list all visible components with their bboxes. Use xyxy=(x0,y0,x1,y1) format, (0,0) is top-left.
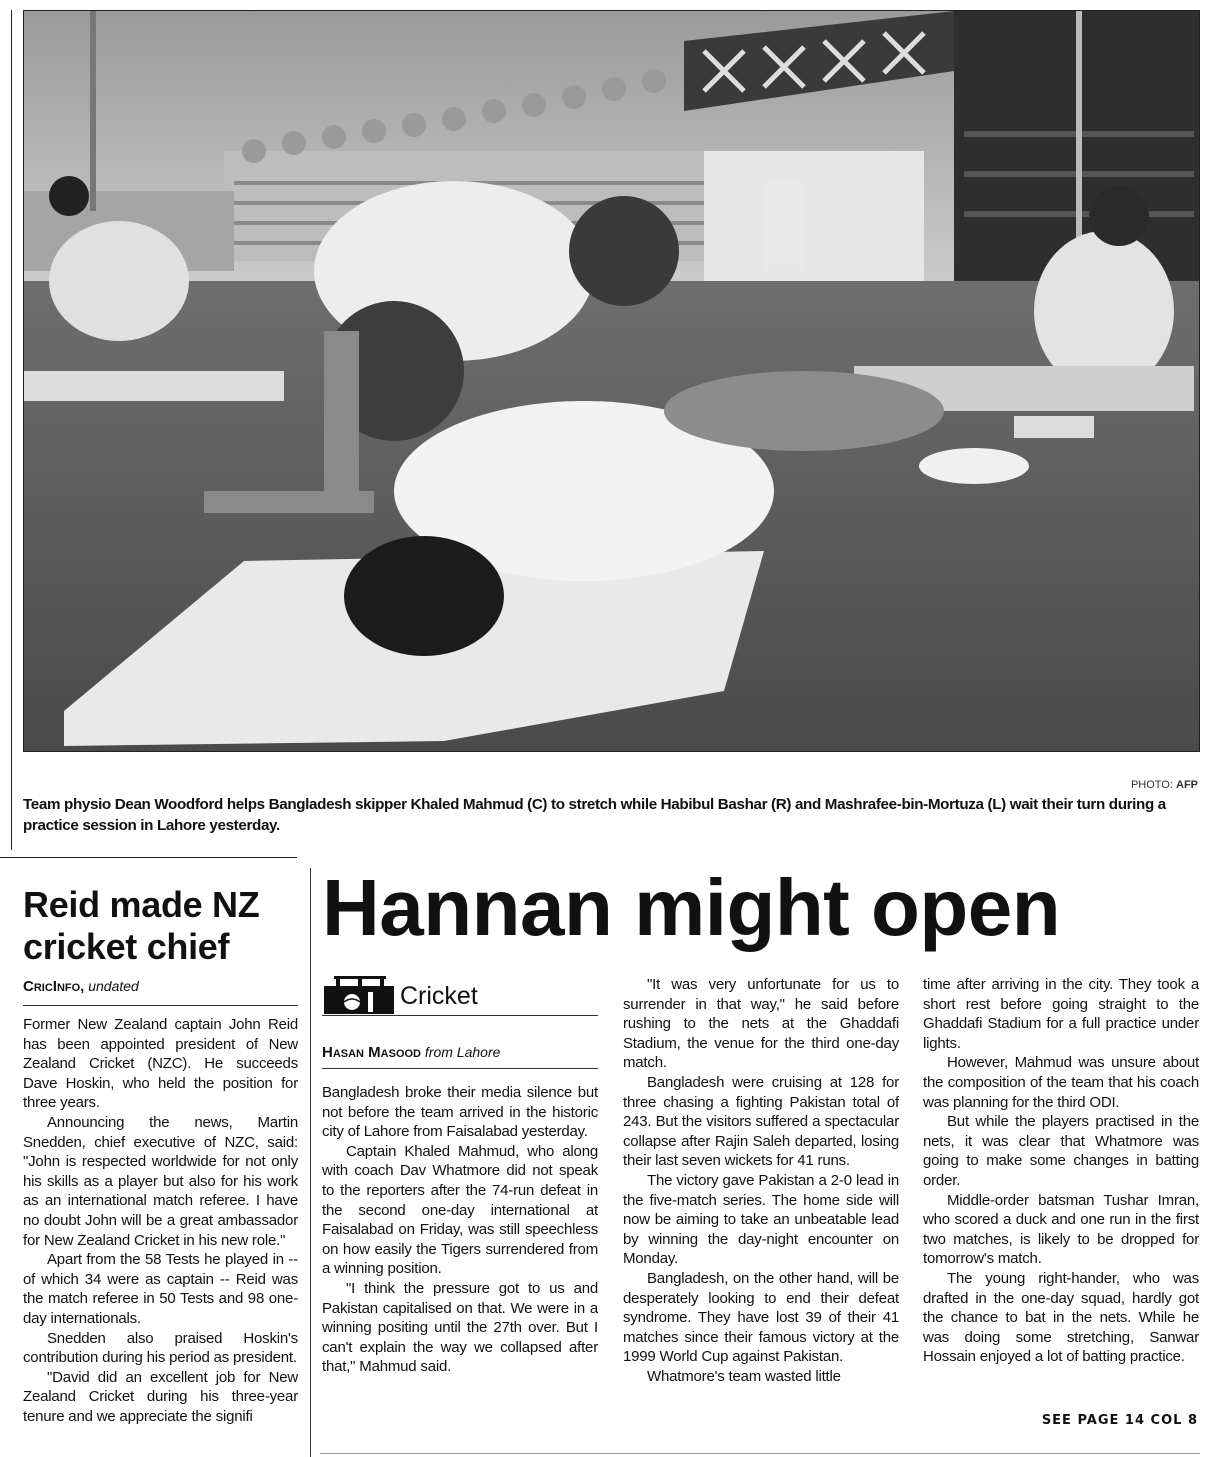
sidebar-byline-source: CricInfo, xyxy=(23,978,85,995)
left-border-rule xyxy=(11,10,12,850)
sidebar-body xyxy=(23,1015,298,1457)
main-paragraph: Bangladesh, on the other hand, will be desperately looking to end their defeat syndrome. They have lost 39 of their 41 matches since their famous victory at the 1999 World Cup against Pakistan. xyxy=(623,1269,899,1366)
main-headline: Hannan might open xyxy=(322,863,1061,952)
main-byline-author: Hasan Masood xyxy=(322,1044,422,1061)
section-logo xyxy=(322,974,598,1016)
cricket-stumps-icon xyxy=(322,974,396,1014)
main-byline-place: from Lahore xyxy=(424,1044,501,1060)
photo-credit: PHOTO: AFP xyxy=(1130,779,1198,791)
main-paragraph: Bangladesh broke their media silence but not before the team arrived in the historic city of Lahore from Faisalabad yesterday. xyxy=(322,1084,598,1141)
sidebar-top-rule xyxy=(0,857,297,858)
sidebar-paragraph: Announcing the news, Martin Snedden, chief executive of NZC, said: "John is respected worldwide for not only his skills as a player but also for his work as an international match referee. I have no doubt John will be a great ambassador for New Zealand Cricket in his new role." xyxy=(23,1113,298,1249)
main-paragraph: "It was very unfortunate for us to surrender in that way," he said before rushing to the nets at the Ghaddafi Stadium, the venue for the third one-day match. xyxy=(623,976,899,1072)
sidebar-paragraph: Apart from the 58 Tests he played in -- of which 34 were as captain -- Reid was the match referee in 50 Tests and 98 one-day internationals. xyxy=(23,1251,298,1327)
main-paragraph: Middle-order batsman Tushar Imran, who scored a duck and one run in the first two matches, is likely to be dropped for tomorrow's match. xyxy=(923,1191,1199,1268)
main-column-3 xyxy=(923,975,1199,1410)
main-byline xyxy=(322,1044,500,1061)
main-column-1 xyxy=(322,1083,598,1443)
main-paragraph: time after arriving in the city. They took a short rest before going straight to the Ghaddafi Stadium for a full practice under lights. xyxy=(923,976,1199,1052)
photo-caption: Team physio Dean Woodford helps Bangladesh skipper Khaled Mahmud (C) to stretch while Habibul Bashar (R) and Mashrafee-bin-Mortuza (L) wait their turn during a practice session in Lahore yesterday. xyxy=(23,796,1166,834)
sidebar-byline-note: undated xyxy=(88,978,139,994)
main-paragraph: The victory gave Pakistan a 2-0 lead in the five-match series. The home side will now be aiming to take an unbeatable lead by winning the day-night encounter on Monday. xyxy=(623,1171,899,1268)
sidebar-byline-rule xyxy=(23,1005,298,1006)
sidebar-paragraph: Former New Zealand captain John Reid has been appointed president of New Zealand Cricket (NZC). He succeeds Dave Hoskin, who held the position for three years. xyxy=(23,1016,298,1112)
main-paragraph: The young right-hander, who was drafted in the one-day squad, hardly got the chance to bat in the nets. While he was doing some stretching, Sanwar Hossain enjoyed a lot of batting practice. xyxy=(923,1269,1199,1366)
sidebar-headline: Reid made NZ cricket chief xyxy=(23,884,260,967)
main-paragraph: But while the players practised in the nets, it was clear that Whatmore was going to make some changes in batting order. xyxy=(923,1113,1199,1189)
practice-session-photo xyxy=(24,11,1199,751)
news-photo xyxy=(23,10,1200,752)
section-label: Cricket xyxy=(400,982,478,1010)
main-paragraph: "I think the pressure got to us and Pakistan capitalised on that. We were in a winning positing until the 27th over. But I can't explain the way we collapsed after that," Mahmud said. xyxy=(322,1279,598,1376)
sidebar-paragraph: "David did an excellent job for New Zealand Cricket during his three-year tenure and we appreciate the signifi xyxy=(23,1368,298,1425)
main-column-2 xyxy=(623,975,899,1433)
column-divider xyxy=(310,868,311,1457)
sidebar-paragraph: Snedden also praised Hoskin's contribution during his period as president. xyxy=(23,1329,298,1367)
continued-jump-line: SEE PAGE 14 COL 8 xyxy=(1041,1413,1198,1428)
main-paragraph: Captain Khaled Mahmud, who along with coach Dav Whatmore did not speak to the reporters after the 74-run defeat in the second one-day international at Faisalabad on Friday, was still speechless on how easily the Tigers surrendered from a winning position. xyxy=(322,1142,598,1278)
main-paragraph: Bangladesh were cruising at 128 for three chasing a fighting Pakistan total of 243. But the visitors suffered a spectacular collapse after Rajin Saleh departed, losing their last seven wickets for 41 runs. xyxy=(623,1073,899,1170)
section-logo-rule xyxy=(322,1015,598,1016)
bottom-rule xyxy=(320,1453,1200,1454)
sidebar-byline xyxy=(23,978,139,995)
main-paragraph: Whatmore's team wasted little xyxy=(647,1367,841,1385)
main-byline-rule xyxy=(322,1068,598,1069)
main-paragraph: However, Mahmud was unsure about the composition of the team that his coach was planning for the third ODI. xyxy=(923,1054,1199,1111)
